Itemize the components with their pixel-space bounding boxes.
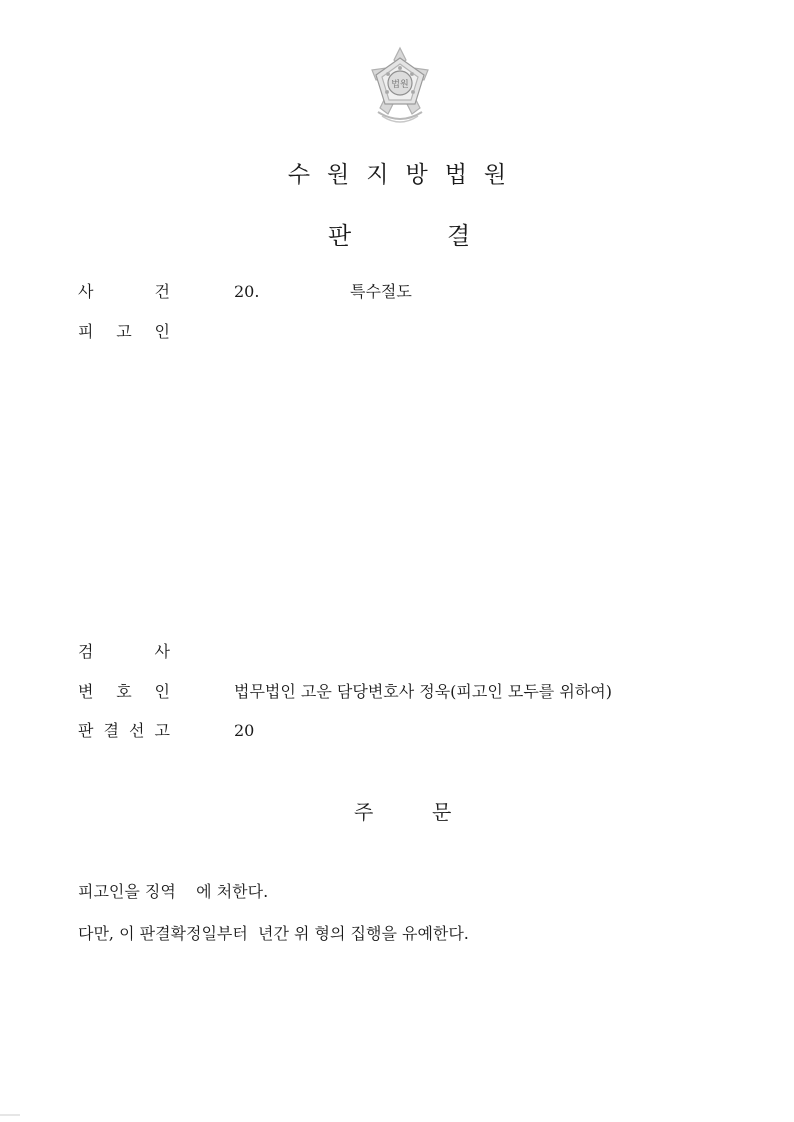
document-title-left: 판 (328, 222, 352, 250)
emblem-text: 법원 (391, 80, 409, 90)
sentencing-date-value: 20 (234, 721, 255, 740)
case-number-label: 사 건 (78, 282, 170, 301)
court-name: 수원지방법원 (287, 162, 524, 188)
court-emblem-icon (366, 46, 434, 124)
case-number-value: 20. (234, 282, 260, 301)
ruling-title-left: 주 (354, 800, 374, 824)
case-charge-value: 특수절도 (350, 282, 412, 301)
ruling-line-probation: 다만, 이 판결확정일부터 년간 위 형의 집행을 유예한다. (78, 924, 469, 943)
defense-counsel-value: 법무법인 고운 담당변호사 정욱(피고인 모두를 위하여) (234, 682, 612, 701)
document-title-right: 결 (447, 222, 471, 250)
ruling-line-sentence: 피고인을 징역 에 처한다. (78, 882, 269, 901)
page-edge-mark (0, 1114, 20, 1116)
prosecutor-label: 검 사 (78, 642, 170, 661)
defendant-label: 피 고 인 (78, 322, 170, 341)
defense-counsel-label: 변 호 인 (78, 682, 170, 701)
ruling-title-right: 문 (432, 800, 452, 824)
sentencing-date-label: 판 결 선 고 (78, 721, 170, 740)
